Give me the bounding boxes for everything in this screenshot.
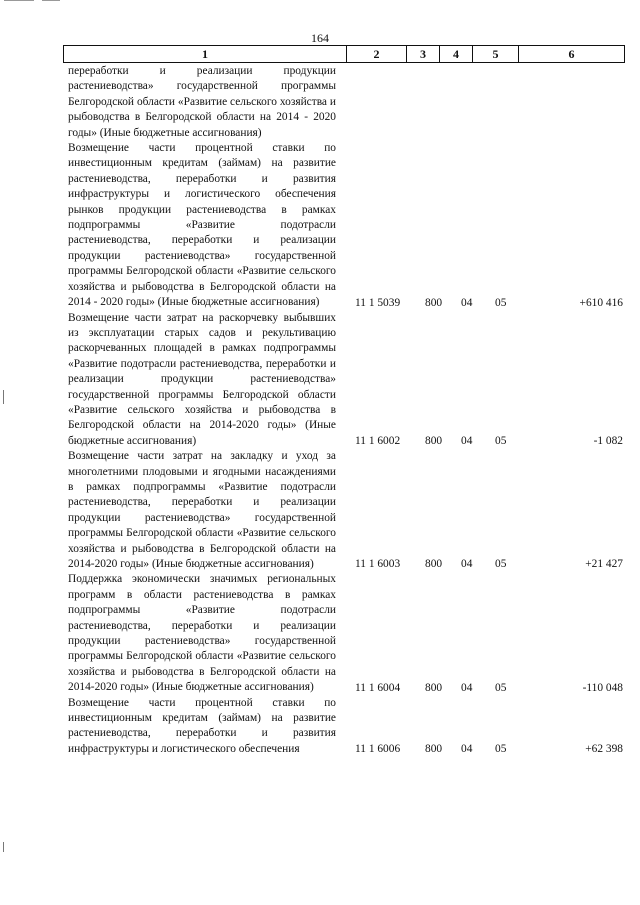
scan-mark (3, 842, 4, 852)
table-body (68, 64, 623, 757)
table-row (68, 696, 623, 758)
row-subsection: 05 (495, 435, 507, 448)
row-code: 11 1 6006 (355, 743, 401, 756)
row-expense-type: 800 (425, 435, 443, 448)
row-section: 04 (461, 558, 473, 571)
row-expense-type: 800 (425, 296, 443, 309)
scan-mark (3, 390, 4, 404)
row-description: Возмещение части затрат на раскорчевку выбывших из эксплуатации старых садов и рекультивацию раскорчеванных площадей в рамках подпрограммы «Развитие подотрасли растениеводства, переработки и реализации продукции растениеводства» государственной программы Белгородской области «Развитие сельского хозяйства и рыбоводства в Белгородской области на 2014-2020 годы» (Иные бюджетные ассигнования) (68, 311, 336, 447)
row-subsection: 05 (495, 558, 507, 571)
table-row (68, 141, 623, 310)
row-subsection: 05 (495, 296, 507, 309)
row-description: переработки и реализации продукции растениеводства» государственной программы Белгородской области «Развитие сельского хозяйства и рыбоводства в Белгородской области на 2014 - 2020 годы» (Иные бюджетные ассигнования) (68, 65, 336, 139)
header-col-6: 6 (518, 46, 624, 62)
header-col-2: 2 (346, 46, 406, 62)
row-section: 04 (461, 435, 473, 448)
row-expense-type: 800 (425, 558, 443, 571)
row-expense-type: 800 (425, 743, 443, 756)
row-description: Поддержка экономически значимых региональных программ в области растениеводства в рамках подпрограммы «Развитие подотрасли растениеводства, переработки и реализации продукции растениеводства» государственной программы Белгородской области «Развитие сельского хозяйства и рыбоводства в Белгородской области на 2014-2020 годы» (Иные бюджетные ассигнования) (68, 573, 336, 694)
row-code: 11 1 5039 (355, 296, 401, 309)
row-code: 11 1 6003 (355, 558, 401, 571)
table-row (68, 449, 623, 572)
scan-mark (42, 0, 60, 1)
row-subsection: 05 (495, 743, 507, 756)
row-description: Возмещение части процентной ставки по инвестиционным кредитам (займам) на развитие растениеводства, переработки и развития инфраструктуры и логистического обеспечения (68, 696, 336, 755)
table-row (68, 572, 623, 695)
row-amount: -110 048 (582, 681, 623, 694)
scan-mark (4, 0, 34, 1)
table-row (68, 64, 623, 141)
row-amount: +610 416 (579, 296, 623, 309)
row-section: 04 (461, 681, 473, 694)
row-section: 04 (461, 743, 473, 756)
row-amount: +21 427 (585, 558, 623, 571)
header-col-1: 1 (202, 47, 208, 61)
row-section: 04 (461, 296, 473, 309)
row-expense-type: 800 (425, 681, 443, 694)
row-amount: +62 398 (585, 743, 623, 756)
table-header (63, 45, 625, 63)
row-amount: -1 082 (593, 435, 623, 448)
header-col-3: 3 (406, 46, 439, 62)
row-description: Возмещение части процентной ставки по инвестиционным кредитам (займам) на развитие растениеводства, переработки и развития инфраструктуры и логистического обеспечения рынков продукции растениеводства в рамках подпрограммы «Развитие подотрасли растениеводства, переработки и реализации продукции растениеводства» государственной программы Белгородской области «Развитие сельского хозяйства и рыбоводства в Белгородской области на 2014 - 2020 годы» (Иные бюджетные ассигнования) (68, 142, 336, 309)
row-description: Возмещение части затрат на закладку и уход за многолетними плодовыми и ягодными насаждениями в рамках подпрограммы «Развитие подотрасли растениеводства, переработки и реализации продукции растениеводства» государственной программы Белгородской области «Развитие сельского хозяйства и рыбоводства в Белгородской области на 2014-2020 годы» (Иные бюджетные ассигнования) (68, 450, 336, 570)
row-code: 11 1 6002 (355, 435, 401, 448)
row-code: 11 1 6004 (355, 681, 401, 694)
page-number: 164 (311, 31, 329, 45)
header-col-5: 5 (472, 46, 518, 62)
table-row (68, 311, 623, 450)
row-subsection: 05 (495, 681, 507, 694)
header-col-4: 4 (439, 46, 472, 62)
